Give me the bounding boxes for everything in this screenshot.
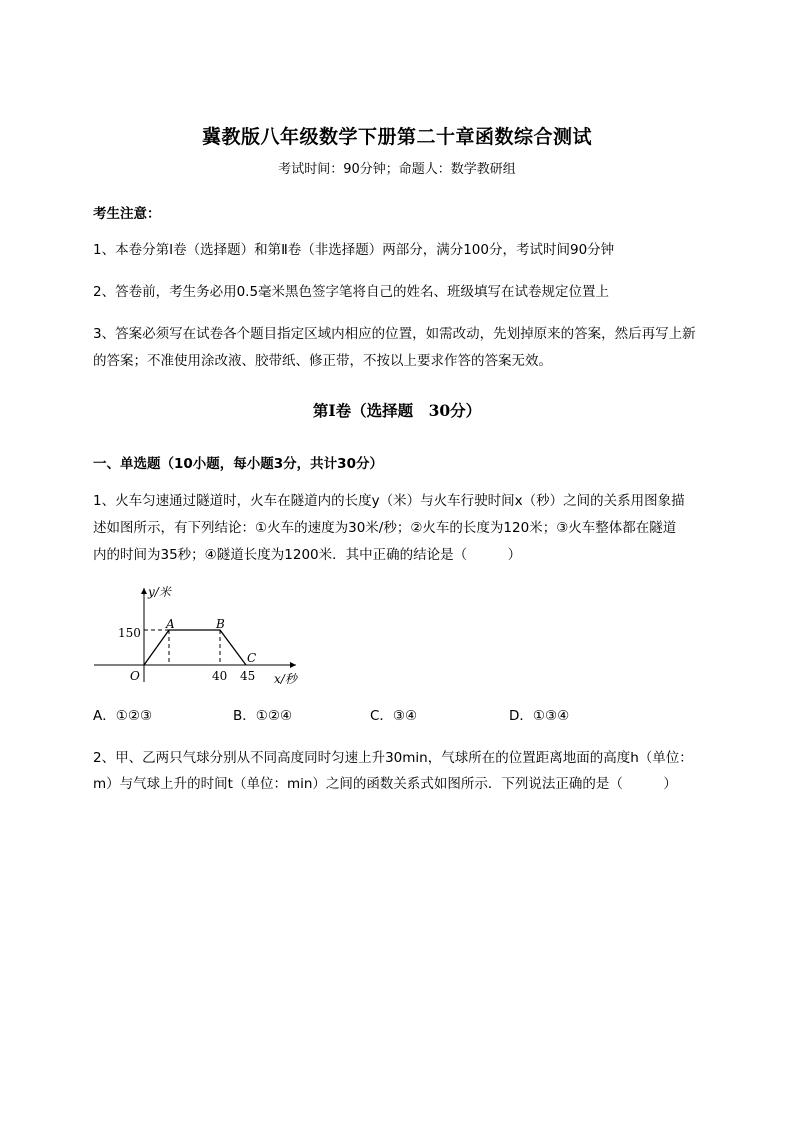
part-heading: 一、单选题（10小题，每小题3分，共计30分） xyxy=(93,456,383,472)
point-a-label: A xyxy=(166,617,175,631)
notice-item-2: 2、答卷前，考生务必用0.5毫米黑色签字笔将自己的姓名、班级填写在试卷规定位置上 xyxy=(93,284,610,300)
exam-title: 冀教版八年级数学下册第二十章函数综合测试 xyxy=(201,126,592,148)
point-c-label: C xyxy=(247,651,257,665)
question-1-line-3: 内的时间为35秒；④隧道长度为1200米．其中正确的结论是（ ） xyxy=(93,547,522,563)
origin-label: O xyxy=(130,669,140,683)
option-d[interactable]: D．①③④ xyxy=(509,708,570,724)
x-tick-45: 45 xyxy=(240,669,256,683)
notice-item-1: 1、本卷分第Ⅰ卷（选择题）和第Ⅱ卷（非选择题）两部分，满分100分，考试时间90分钟 xyxy=(93,242,615,258)
question-2-line-1: 2、甲、乙两只气球分别从不同高度同时匀速上升30min，气球所在的位置距离地面的高度h（单位： xyxy=(93,750,693,766)
option-c[interactable]: C．③④ xyxy=(370,708,418,724)
question-1-line-1: 1、火车匀速通过隧道时，火车在隧道内的长度y（米）与火车行驶时间x（秒）之间的关系用图象描 xyxy=(93,493,685,509)
question-2-line-2: m）与气球上升的时间t（单位：min）之间的函数关系式如图所示．下列说法正确的是（ ） xyxy=(93,776,677,792)
x-tick-40: 40 xyxy=(212,669,228,683)
y-axis-label: y/米 xyxy=(148,585,171,599)
x-axis-label: x/秒 xyxy=(274,672,297,686)
question-1-options xyxy=(93,703,693,730)
notice-heading: 考生注意： xyxy=(93,206,161,222)
graph-line xyxy=(144,630,246,665)
notice-item-3: 3、答案必须写在试卷各个题目指定区域内相应的位置，如需改动，先划掉原来的答案，然后再写上新的答案；不准使用涂改液、胶带纸、修正带，不按以上要求作答的答案无效。 xyxy=(93,326,696,369)
question-1-line-2: 述如图所示，有下列结论：①火车的速度为30米/秒；②火车的长度为120米；③火车整体都在隧道 xyxy=(93,520,677,536)
section-title: 第Ⅰ卷（选择题 30分） xyxy=(312,401,482,420)
point-b-label: B xyxy=(216,617,225,631)
option-b[interactable]: B．①②④ xyxy=(233,708,293,724)
y-tick-150: 150 xyxy=(118,626,141,640)
exam-subtitle: 考试时间：90分钟；命题人：数学教研组 xyxy=(278,162,516,177)
question-1-graph xyxy=(90,582,310,690)
option-a[interactable]: A．①②③ xyxy=(93,708,153,724)
